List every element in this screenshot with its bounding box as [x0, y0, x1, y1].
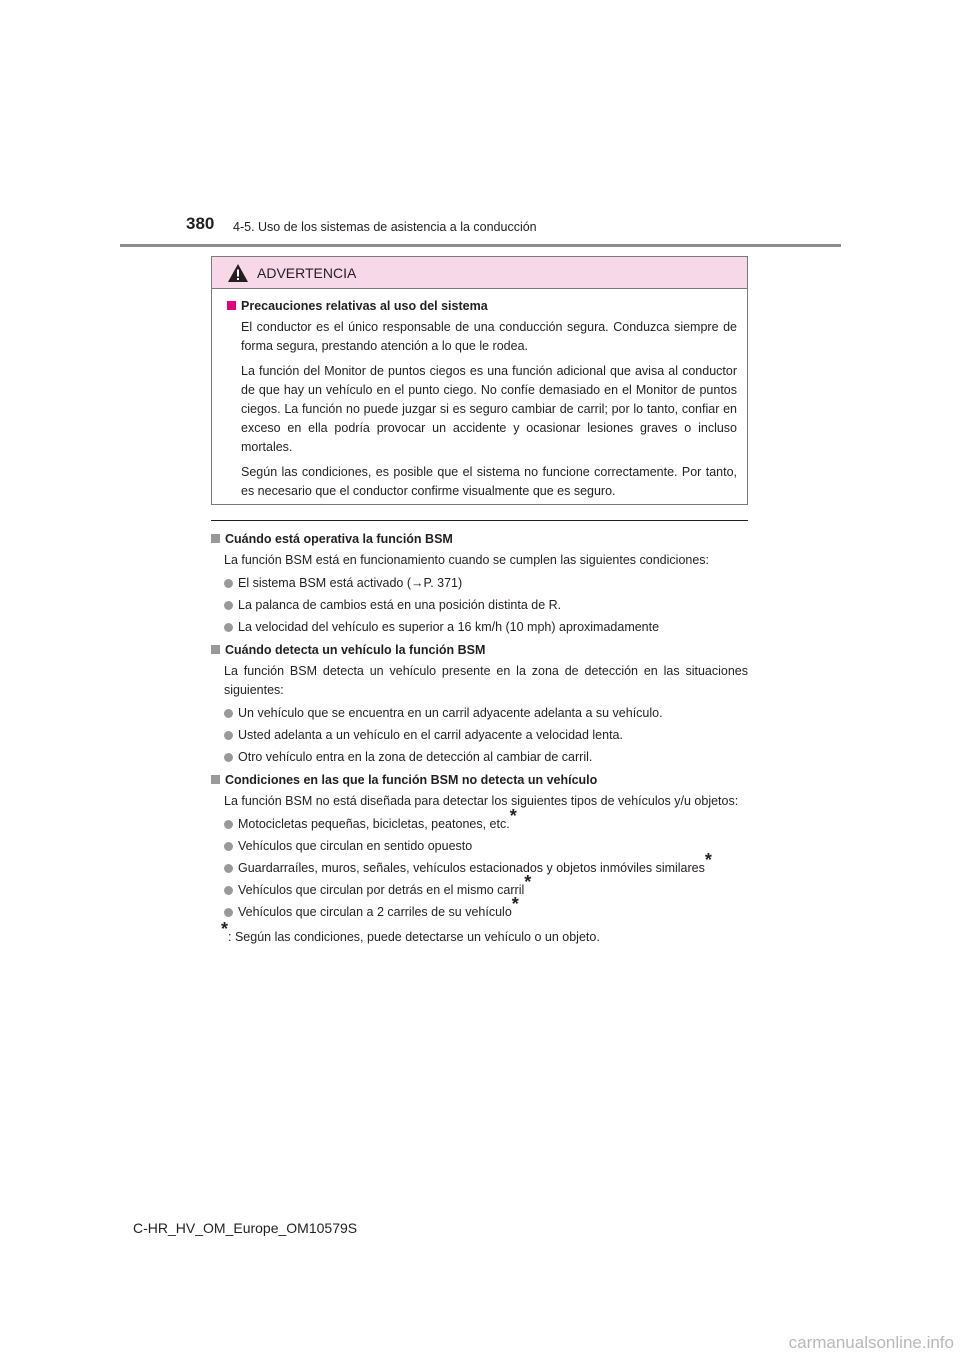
warning-paragraph: El conductor es el único responsable de una conducción segura. Conduzca siempre de forma segura, prestando atención a lo que le rodea.: [241, 320, 737, 353]
list-item-text: Vehículos que circulan por detrás en el mismo carril: [238, 883, 525, 897]
list-item-text: Vehículos que circulan en sentido opuesto: [238, 839, 473, 853]
gray-square-icon: [211, 645, 220, 654]
content-divider: [211, 520, 748, 521]
asterisk-mark: *: [524, 872, 532, 892]
bullet-icon: [224, 864, 233, 873]
warning-heading: [227, 297, 737, 315]
bullet-icon: [224, 731, 233, 740]
bullet-icon: [224, 601, 233, 610]
section-intro: La función BSM está en funcionamiento cuando se cumplen las siguientes condiciones:: [224, 553, 710, 567]
list-item-text: El sistema BSM está activado (→P. 371): [238, 576, 463, 590]
warning-triangle-icon: [227, 263, 249, 283]
list-item-text: La palanca de cambios está en una posición distinta de R.: [238, 598, 562, 612]
bullet-icon: [224, 579, 233, 588]
page-number: 380: [186, 214, 215, 233]
bullet-icon: [224, 842, 233, 851]
section-bsm-operative: [211, 530, 748, 637]
bullet-icon: [224, 623, 233, 632]
bullet-icon: [224, 886, 233, 895]
list-item-text: Otro vehículo entra en la zona de detección al cambiar de carril.: [238, 750, 593, 764]
gray-square-icon: [211, 775, 220, 784]
list-item-text: Usted adelanta a un vehículo en el carril adyacente a velocidad lenta.: [238, 728, 623, 742]
footnote: [221, 919, 748, 947]
warning-body: [212, 289, 747, 501]
section-heading: [211, 530, 748, 548]
list-item: [224, 872, 748, 900]
list-item: [224, 748, 748, 767]
footnote-text: : Según las condiciones, puede detectarse un vehículo o un objeto.: [228, 930, 600, 944]
list-item: [224, 574, 748, 593]
list-item: [224, 850, 748, 878]
list-item: [224, 704, 748, 723]
section-heading-text: Cuándo detecta un vehículo la función BSM: [225, 643, 486, 657]
bullet-icon: [224, 709, 233, 718]
list-item: [224, 726, 748, 745]
pink-square-icon: [227, 301, 236, 310]
bullet-icon: [224, 820, 233, 829]
list-item-text: Vehículos que circulan a 2 carriles de su vehículo: [238, 905, 512, 919]
section-heading: [211, 771, 748, 789]
list-item-text: Guardarraíles, muros, señales, vehículos estacionados y objetos inmóviles similares: [238, 861, 705, 875]
warning-paragraph: La función del Monitor de puntos ciegos es una función adicional que avisa al conductor de que hay un vehículo en el punto ciego. No confíe demasiado en el Monitor de puntos ciegos. La función no puede juzgar si es seguro cambiar de carril; por lo tanto, confiar en exceso en ella podría provocar un accidente y ocasionar lesiones graves o incluso mortales.: [241, 364, 737, 454]
list-item-text: Motocicletas pequeñas, bicicletas, peatones, etc.: [238, 817, 510, 831]
list-item: [224, 596, 748, 615]
warning-heading-text: Precauciones relativas al uso del sistema: [241, 299, 488, 313]
document-id: C-HR_HV_OM_Europe_OM10579S: [133, 1220, 358, 1236]
section-title: 4-5. Uso de los sistemas de asistencia a la conducción: [233, 220, 537, 234]
section-bsm-detects: [211, 641, 748, 767]
list-item-text: Un vehículo que se encuentra en un carril adyacente adelanta a su vehículo.: [238, 706, 663, 720]
section-heading-text: Condiciones en las que la función BSM no detecta un vehículo: [225, 773, 598, 787]
section-intro: La función BSM no está diseñada para detectar los siguientes tipos de vehículos y/u objetos:: [224, 794, 739, 808]
warning-paragraph: Según las condiciones, es posible que el sistema no funcione correctamente. Por tanto, es necesario que el conductor confirme visualmente que es seguro.: [241, 465, 737, 498]
list-item-text: La velocidad del vehículo es superior a 16 km/h (10 mph) aproximadamente: [238, 620, 660, 634]
section-bsm-not-detects: [211, 771, 748, 922]
section-heading-text: Cuándo está operativa la función BSM: [225, 532, 453, 546]
asterisk-mark: *: [511, 894, 519, 914]
warning-title: ADVERTENCIA: [257, 264, 357, 281]
header-divider: [120, 244, 841, 247]
bullet-icon: [224, 908, 233, 917]
bullet-icon: [224, 753, 233, 762]
list-item: [224, 618, 748, 637]
watermark: carmanualsonline.info: [788, 1333, 954, 1352]
main-content: [211, 520, 748, 947]
gray-square-icon: [211, 534, 220, 543]
list-item: [224, 894, 748, 922]
warning-box: [211, 256, 748, 505]
warning-header: [212, 257, 747, 289]
list-item: [224, 806, 748, 834]
asterisk-mark: *: [704, 850, 712, 870]
footnote-asterisk: *: [221, 919, 229, 939]
section-intro: La función BSM detecta un vehículo presente en la zona de detección en las situaciones siguientes:: [224, 664, 748, 697]
asterisk-mark: *: [509, 806, 517, 826]
section-heading: [211, 641, 748, 659]
list-item: [224, 837, 748, 856]
